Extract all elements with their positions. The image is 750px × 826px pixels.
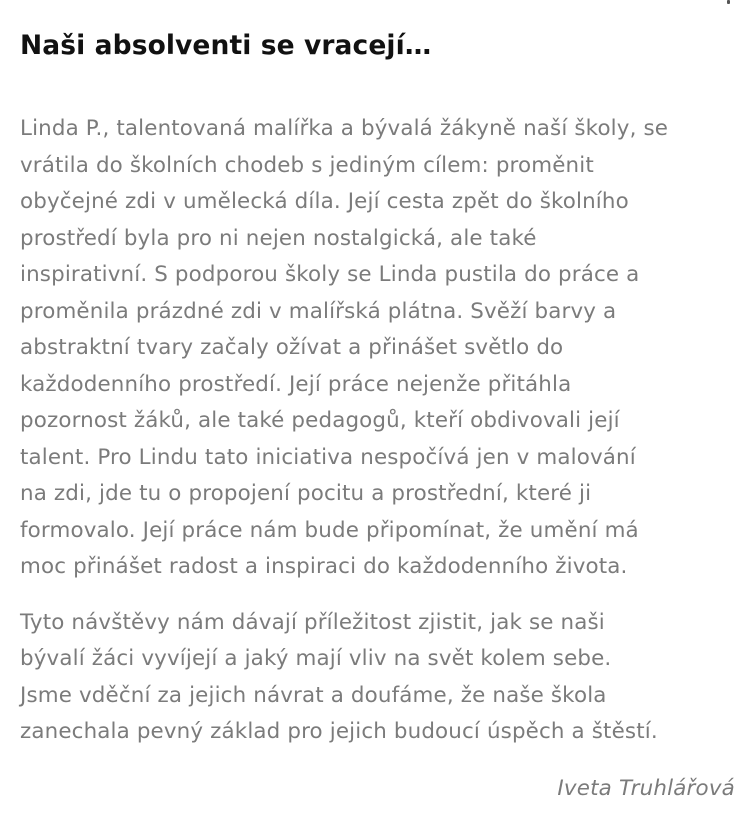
scroll-edge-indicator [727, 0, 730, 4]
article [20, 26, 735, 804]
author-signature: Iveta Truhlářová [557, 775, 735, 801]
article-paragraph-2: Tyto návštěvy nám dávají příležitost zjistit, jak se naši bývalí žáci vyvíjejí a jaký mají vliv na svět kolem sebe. Jsme vděční za jejich návrat a doufáme, že naše škola zanechala pevný základ pro jejich budoucí úspěch a štěstí. [20, 609, 658, 744]
article-title: Naši absolventi se vracejí… [20, 30, 432, 61]
article-paragraph-1: Linda P., talentovaná malířka a bývalá žákyně naší školy, se vrátila do školních chodeb s jediným cílem: proměnit obyčejné zdi v umělecká díla. Její cesta zpět do školního prostředí byla pro ni nejen nostalgická, ale také inspirativní. S podporou školy se Linda pustila do práce a proměnila prázdné zdi v malířská plátna. Svěží barvy a abstraktní tvary začaly ožívat a přinášet světlo do každodenního prostředí. Její práce nejenže přitáhla pozornost žáků, ale také pedagogů, kteří obdivovali její talent. Pro Lindu tato iniciativa nespočívá jen v malování na zdi, jde tu o propojení pocitu a prostřední, které ji formovalo. Její práce nám bude připomínat, že umění má moc přinášet radost a inspiraci do každodenního života. [20, 116, 669, 579]
